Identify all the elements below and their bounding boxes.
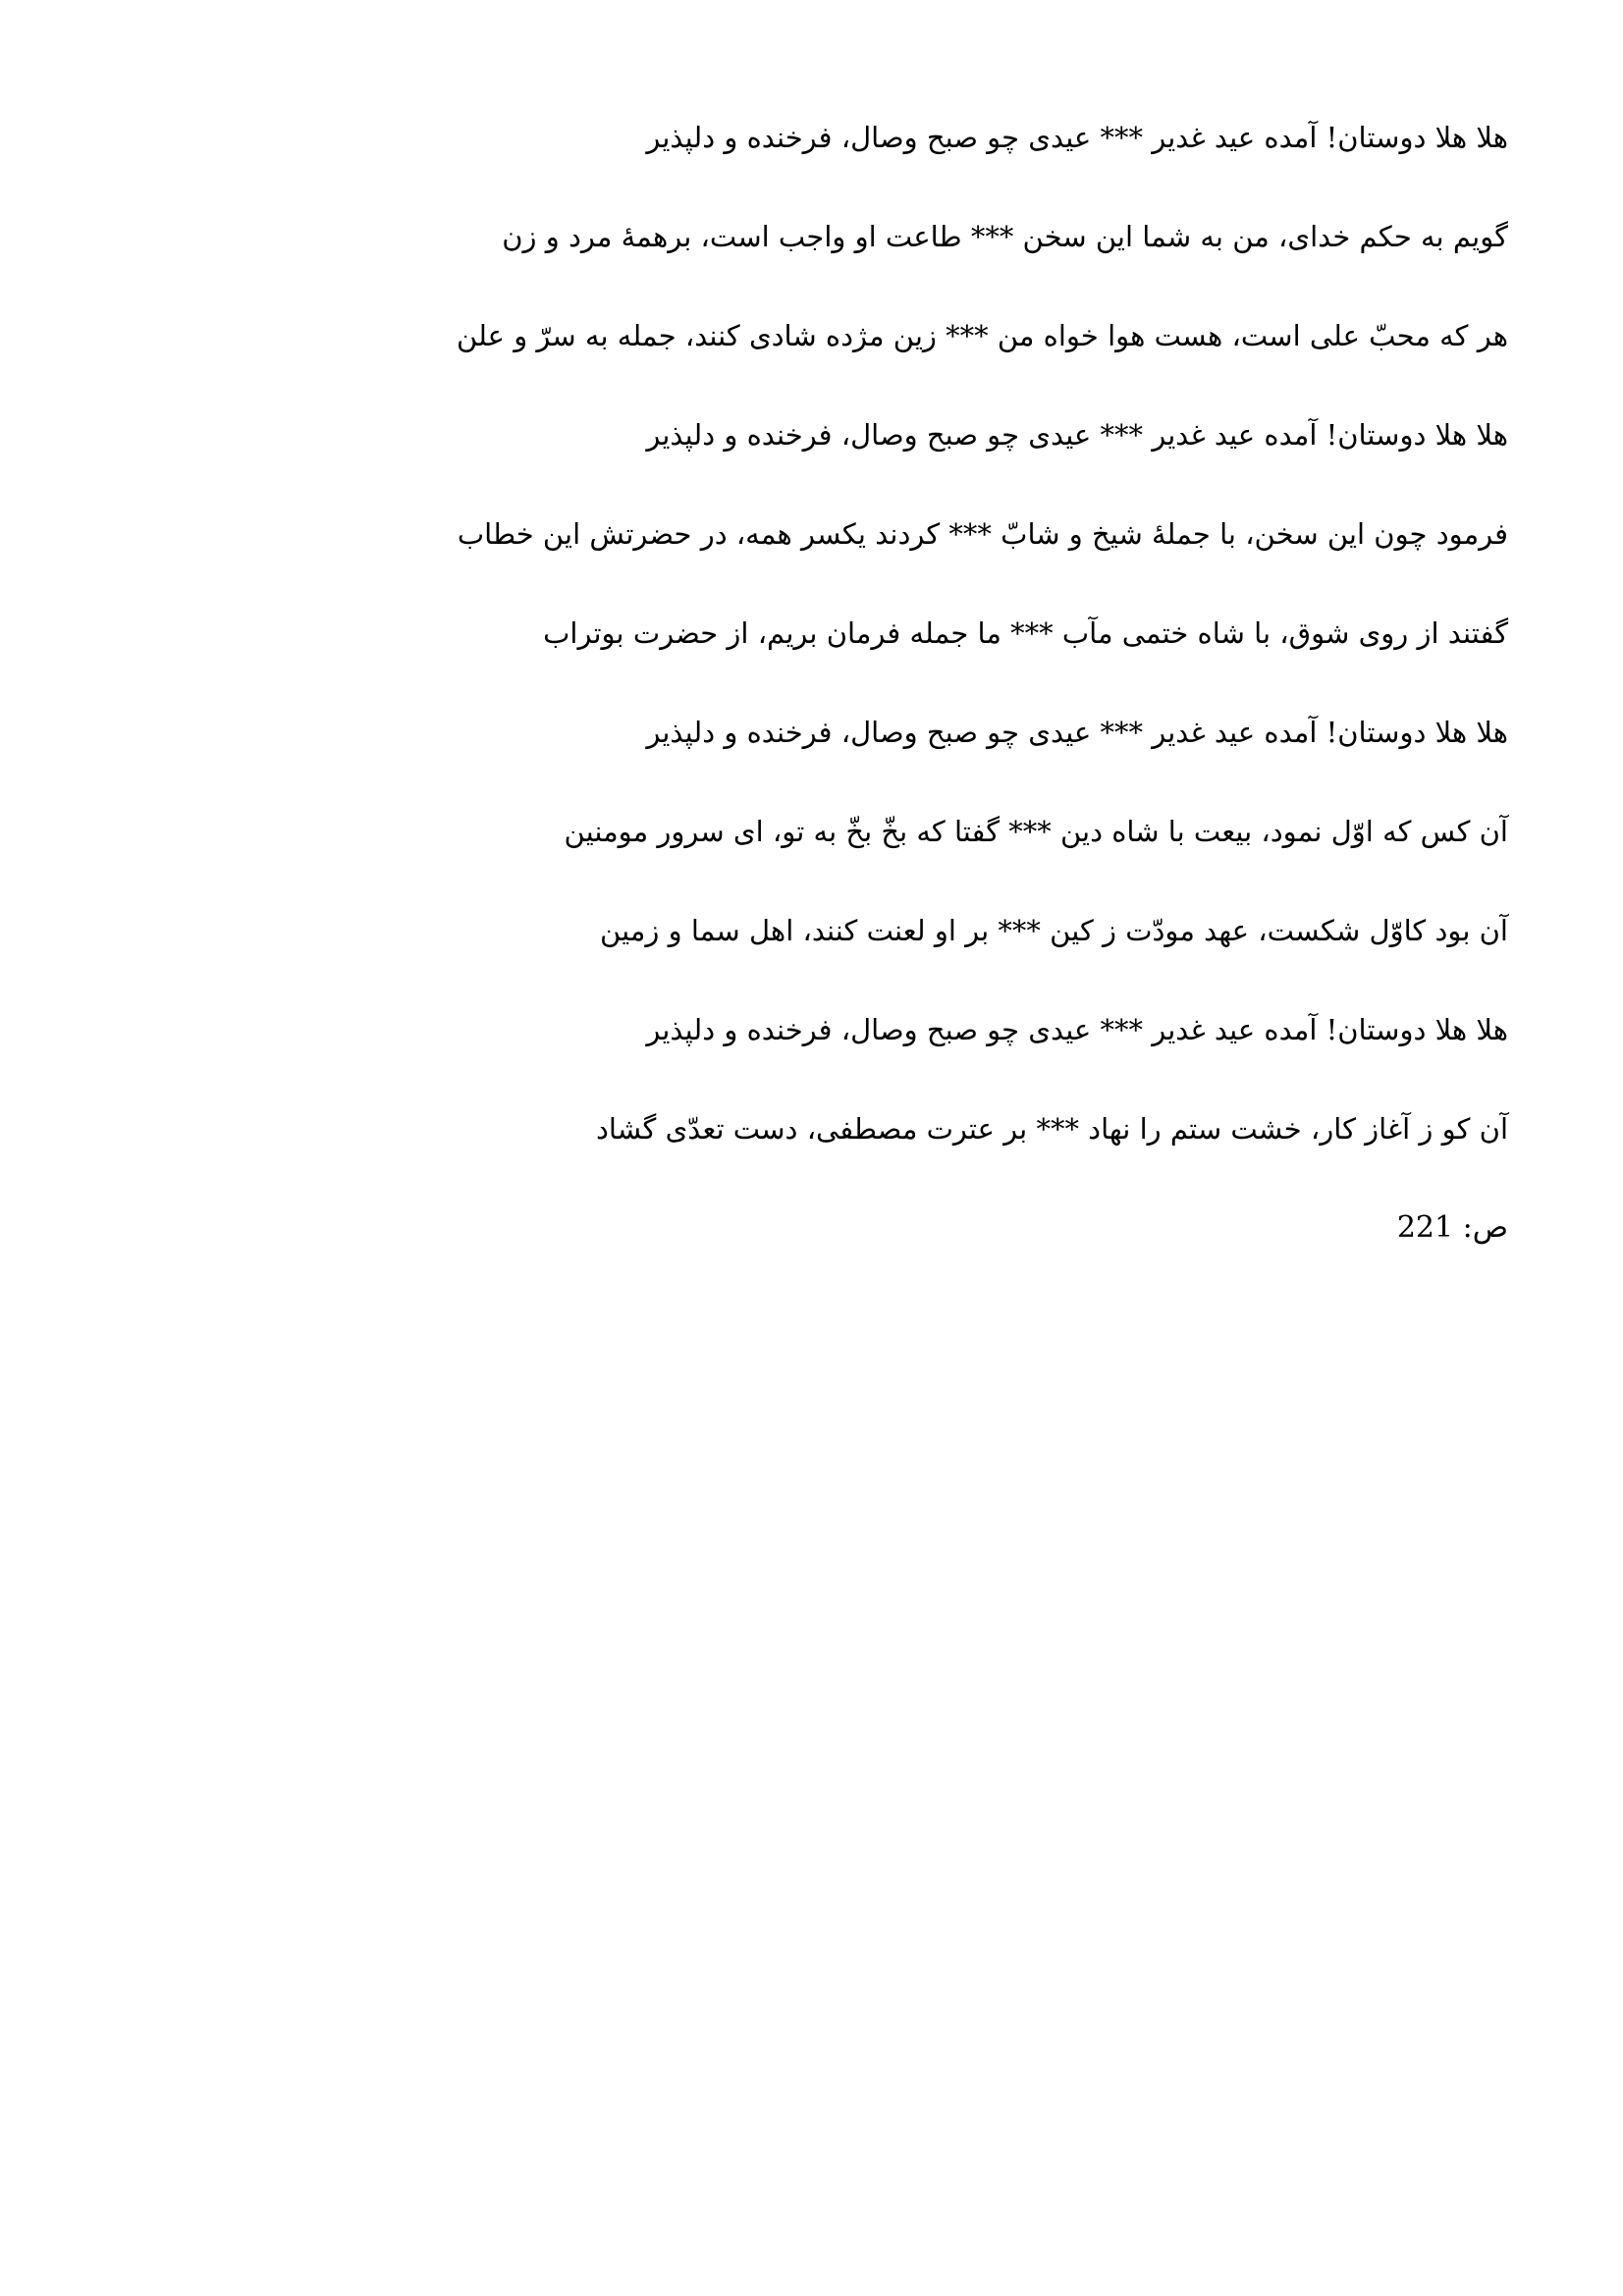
verse-line: فرمود چون این سخن، با جملهٔ شیخ و شابّ *** کردند یکسر همه، در حضرتش این خطاب [457,517,1508,551]
verse-line: هلا هلا دوستان! آمده عید غدیر *** عیدی چو صبح وصال، فرخنده و دلپذیر [646,1013,1508,1046]
verse-line: آن کس که اوّل نمود، بیعت با شاه دین *** گفتا که بخّ بخّ به تو، ای سرور مومنین [564,815,1508,848]
verse-line: گویم به حکم خدای، من به شما این سخن *** طاعت او واجب است، برهمهٔ مرد و زن [502,220,1508,253]
verse-line: هر که محبّ علی است، هست هوا خواه من *** زین مژده شادی کنند، جمله به سرّ و علن [457,319,1508,352]
verse-line: آن بود کاوّل شکست، عهد مودّت ز کین *** بر او لعنت کنند، اهل سما و زمین [600,914,1508,947]
page-number: ص: 221 [1396,1210,1508,1245]
verse-line: آن کو ز آغاز کار، خشت ستم را نهاد *** بر عترت مصطفی، دست تعدّی گشاد [595,1112,1508,1146]
verse-line: هلا هلا دوستان! آمده عید غدیر *** عیدی چو صبح وصال، فرخنده و دلپذیر [646,418,1508,452]
poem-body [457,118,1508,1248]
verse-line: گفتند از روی شوق، با شاه ختمی مآب *** ما جمله فرمان بریم، از حضرت بوتراب [543,616,1508,650]
verse-line: هلا هلا دوستان! آمده عید غدیر *** عیدی چو صبح وصال، فرخنده و دلپذیر [646,121,1508,154]
verse-line: هلا هلا دوستان! آمده عید غدیر *** عیدی چو صبح وصال، فرخنده و دلپذیر [646,716,1508,749]
